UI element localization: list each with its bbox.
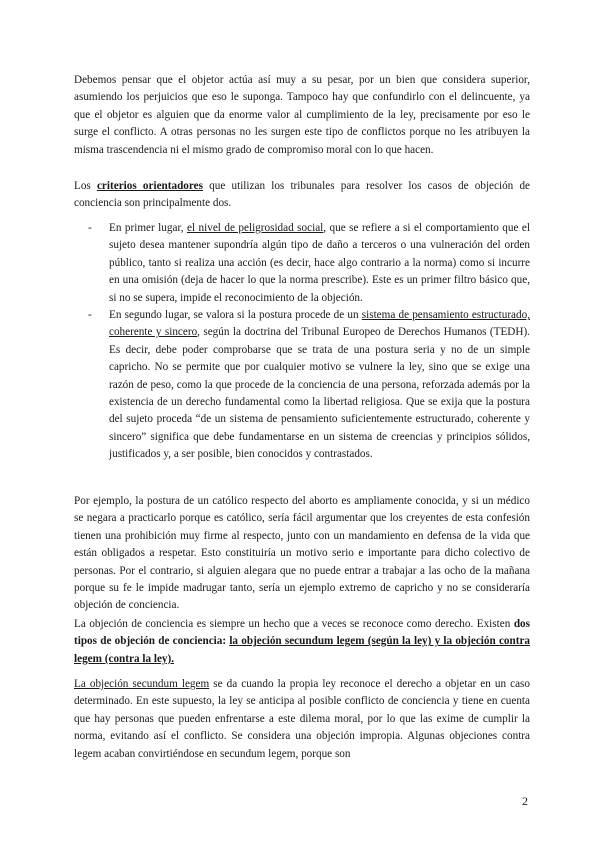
list-item-sistema-before: En segundo lugar, se valora si la postura procede de un (109, 309, 362, 322)
tipos-bold-underlined: la objeción secundum legem (según la ley) y la objeción contra legem (contra la ley). (74, 635, 531, 665)
secundum-legem-term: La objeción secundum legem (74, 678, 210, 690)
list-item-sistema (88, 307, 530, 464)
paragraph-ejemplo: Por ejemplo, la postura de un católico respecto del aborto es ampliamente conocida, y si un médico se negara a practicarlo porque es católico, sería fácil argumentar que los creyentes de esta confesión tienen una prohibición muy firme al respecto, junto con un mandamiento en defensa de la vida que están obligados a respetar. Esto constituiría un motivo serio e importante para dicho colectivo de personas. Por el contrario, si alguien alegara que no puede entrar a trabajar a las ocho de la mañana porque su fe le impide madrugar tanto, sería un ejemplo extremo de capricho y no se consideraría objeción de conciencia. (74, 495, 530, 612)
dos-tipos-bold: dos tipos de objeción de conciencia: (74, 618, 530, 648)
paragraph-criterios-before: Los (74, 180, 97, 192)
list-dash: - (88, 222, 92, 234)
paragraph-tipos (74, 616, 530, 668)
paragraph-secundum-legem (74, 676, 530, 763)
sistema-term: sistema de pensamiento estructurado, coherente y sincero (109, 309, 530, 339)
paragraph-criterios (74, 178, 530, 213)
paragraph-secundum-legem-after: se da cuando la propia ley reconoce el derecho a objetar en un caso determinado. En este supuesto, la ley se anticipa al posible conflicto de conciencia y tiene en cuenta que hay personas que pueden enfrentarse a este dilema moral, por lo que las exime de cumplir la norma, evitando así el conflicto. Se considera una objeción impropia. Algunas objeciones contra legem acaban convirtiéndose en secundum legem, porque son (74, 678, 530, 760)
peligrosidad-term: el nivel de peligrosidad social (187, 222, 324, 234)
paragraph-criterios-after: que utilizan los tribunales para resolver los casos de objeción de conciencia son principalmente dos. (74, 180, 531, 210)
list-item-sistema-after: , según la doctrina del Tribunal Europeo de Derechos Humanos (TEDH). Es decir, debe poder comprobarse que se trata de una postura seria y no de un simple capricho. No se permite que por cualquier motivo se vulnere la ley, sino que se exige una razón de peso, como la que procede de la conciencia de una persona, reforzada además por la existencia de un derecho fundamental como la libertad religiosa. Que se exija que la postura del sujeto proceda “de un sistema de pensamiento suficientemente estructurado, coherente y sincero” significa que debe fundamentarse en un sistema de creencias y principios sólidos, justificados y, a ser posible, bien conocidos y contrastados. (109, 326, 530, 461)
criterios-orientadores-term: criterios orientadores (96, 180, 203, 192)
page-number: 2 (522, 794, 528, 808)
list-item-peligrosidad (88, 220, 530, 307)
list-dash: - (88, 309, 92, 322)
paragraph-tipos-before: La objeción de conciencia es siempre un hecho que a veces se reconoce como derecho. Existen (74, 618, 514, 630)
list-item-peligrosidad-before: En primer lugar, (109, 222, 187, 234)
paragraph-objetor: Debemos pensar que el objetor actúa así muy a su pesar, por un bien que considera superior, asumiendo los perjuicios que eso le suponga. Tampoco hay que confundirlo con el delincuente, ya que el objetor es alguien que da enorme valor al cumplimiento de la ley, precisamente por eso le surge el conflicto. A otras personas no les surgen este tipo de conflictos porque no les atribuyen la misma trascendencia ni el mismo grado de compromiso moral con lo que hacen. (74, 74, 530, 156)
list-item-peligrosidad-after: , que se refiere a si el comportamiento que el sujeto desea mantener supondría algún tipo de daño a terceros o una vulneración del orden público, tanto si realiza una acción (es decir, hace algo contrario a la norma) como si incurre en una omisión (deja de hacer lo que la norma prescribe). Este es un primer filtro básico que, si no se supera, impide el reconocimiento de la objeción. (109, 222, 530, 304)
criteria-list (88, 220, 530, 464)
